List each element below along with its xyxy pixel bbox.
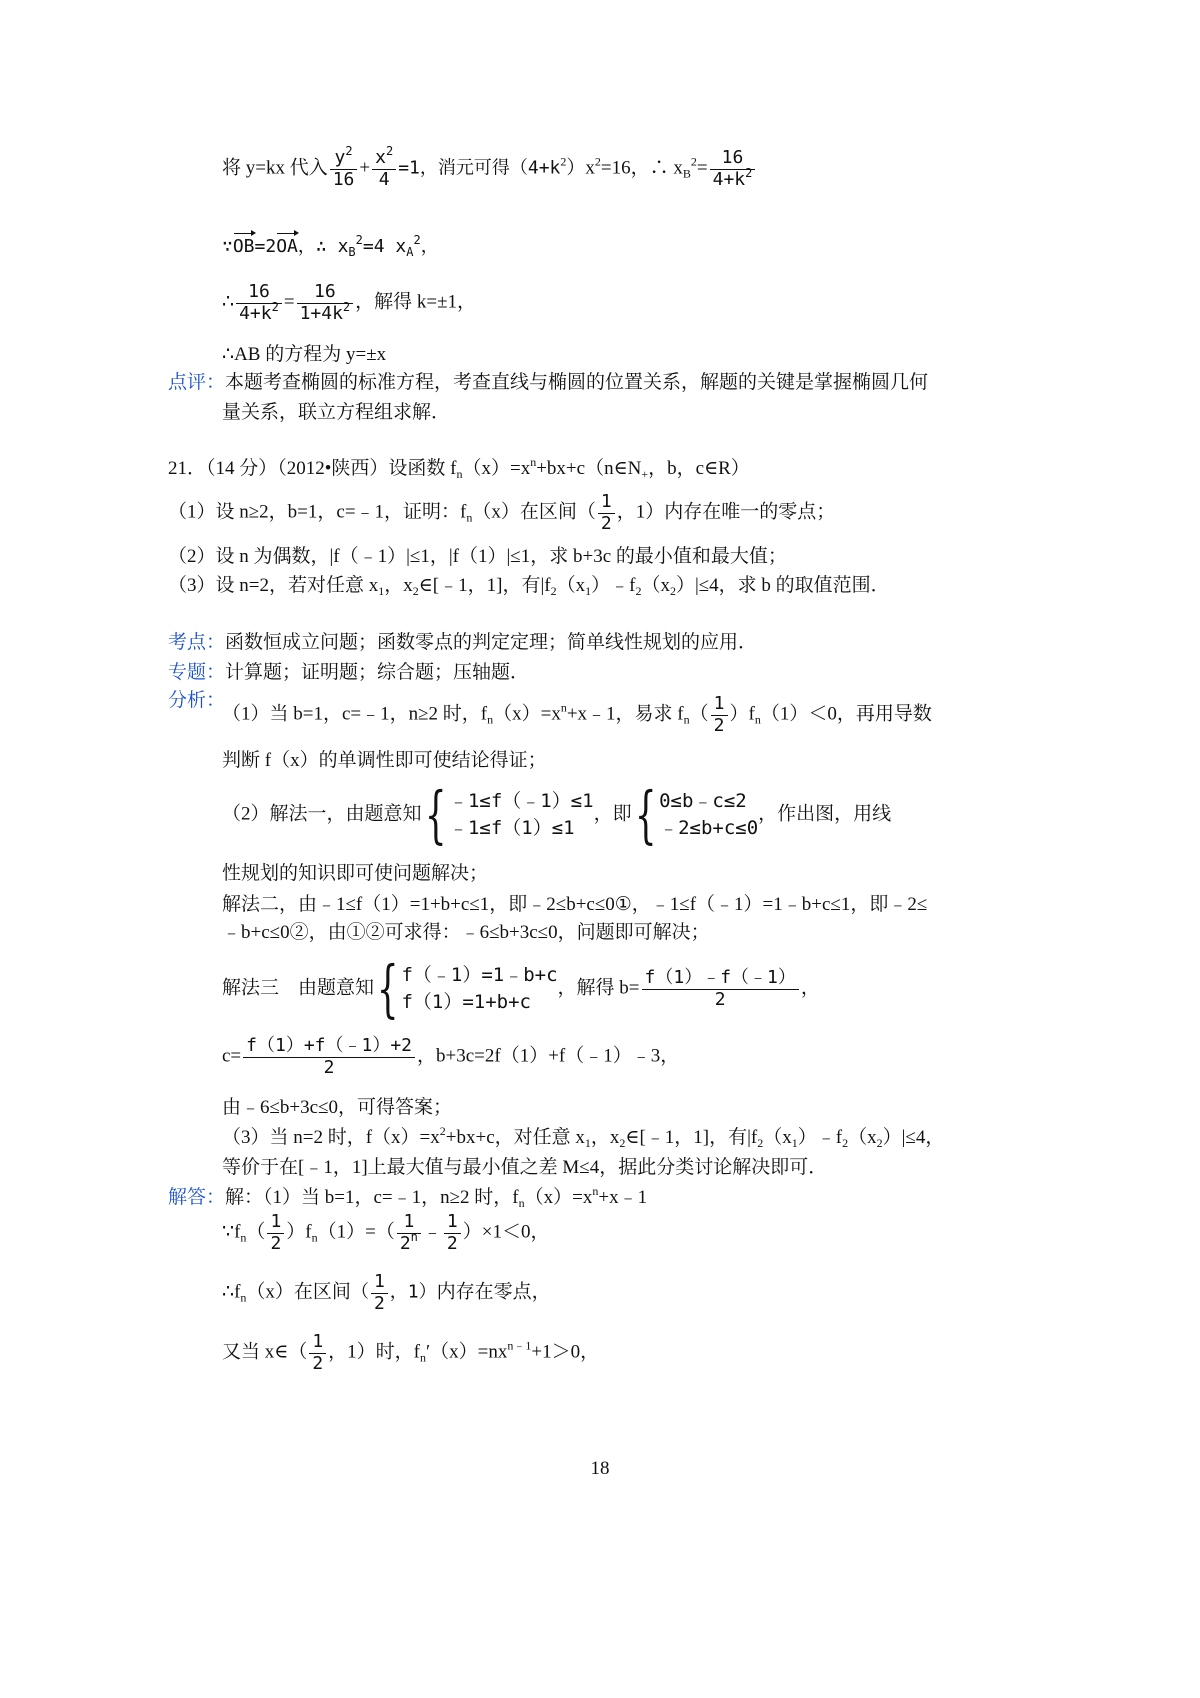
fenxi-part3-line1: （3）当 n=2 时，$f(x)=x^2+bx+c$，对任意 $x_1$，$x_2\in[﹣1$，1]，有$|f_2(x_1)﹣f_2(x_2)|\le 4$，	[222, 1124, 945, 1150]
jieda-line3: $\therefore f_n(x)$在区间（ $\frac{1}{2}$ ，1）内存在零点，	[222, 1271, 551, 1314]
fraction-one-half: $\frac{1}{2}$	[309, 1332, 326, 1374]
fraction-c-solution: $\frac{f(1)+f(﹣1)+2}{2}$	[243, 1036, 415, 1078]
fenxi-method3-line3: 由﹣6≤b+3c≤0，可得答案；	[222, 1097, 453, 1118]
zhuanti-line: 专题：计算题；证明题；综合题；压轴题．	[168, 662, 530, 683]
fraction-16-4k2: $\frac{16}{4+k^2}$	[236, 282, 282, 324]
fraction-one-half: $\frac{1}{2}$	[444, 1212, 461, 1254]
fenxi-part3-line2: 等价于在[﹣1，1]上最大值与最小值之差 M≤4，据此分类讨论解决即可．	[222, 1157, 828, 1178]
eq-vector-line: ∵OB=2OA，∴ $x_B^2=4$ $x_A^2$，	[222, 233, 439, 259]
fraction-one-half: $\frac{1}{2}$	[598, 492, 615, 534]
eq-ab-line: ∴AB 的方程为 y=±x	[222, 344, 387, 365]
kaodian-label: 考点：	[168, 632, 226, 653]
fraction-one-half: $\frac{1}{2}$	[371, 1272, 388, 1314]
equation-system: { f（﹣1）=1﹣b+c f（1）=1+b+c	[376, 952, 558, 1025]
fenxi-method2-line1: 解法二，由﹣1≤f（1）=1+b+c≤1，即﹣2≤b+c≤0①，﹣1≤f（﹣1）=1﹣b+c≤1，即﹣2≤	[222, 894, 928, 915]
fraction-x2-4: $\frac{x^2}{4}$	[372, 148, 396, 190]
fraction-one-half: $\frac{1}{2}$	[267, 1212, 284, 1254]
jieda-line2: $\because f_n$（ $\frac{1}{2}$ ）$f_n(1)=$（ $\frac{1}{2^n}$ ﹣ $\frac{1}{2}$ ）×1＜0，	[222, 1211, 550, 1254]
fenxi-method1: （2）解法一，由题意知 { ﹣1≤f（﹣1）≤1 ﹣1≤f（1）≤1 ，即 { 0≤b﹣c≤2 ﹣2≤b+c≤0 ，作出图，用线	[222, 778, 892, 851]
comment-block: 点评：本题考查椭圆的标准方程，考查直线与椭圆的位置关系，解题的关键是掌握椭圆几何	[168, 372, 929, 393]
question-21-part3: （3）设 n=2，若对任意 $x_1$，$x_2\in[﹣1$，1]，有$|f_2(x_1)﹣f_2(x_2)|\le 4$，求 b 的取值范围．	[168, 575, 890, 598]
inequality-system-1: { ﹣1≤f（﹣1）≤1 ﹣1≤f（1）≤1	[424, 778, 594, 851]
eq-substitute-line: 将 y=kx 代入 $\frac{y^2}{16}$ + $\frac{x^2}{4}$ =1，消元可得$(4+k^2)x^2=16$，∴ $x_B^2=$ $\frac{16}{4+k^2}$	[222, 148, 757, 190]
page-number: 18	[590, 1458, 610, 1479]
fraction-y2-16: $\frac{y^2}{16}$	[330, 148, 358, 190]
kaodian-line: 考点：函数恒成立问题；函数零点的判定定理；简单线性规划的应用．	[168, 632, 758, 653]
vector-ob: OB	[232, 236, 255, 257]
jieda-line4: 又当 x∈（ $\frac{1}{2}$ ，1）时，$f_n'(x)=nx^{n﹣1}+1>0$，	[222, 1331, 600, 1374]
fenxi-label: 分析：	[168, 690, 226, 711]
vector-oa: OA	[276, 236, 298, 257]
inequality-system-2: { 0≤b﹣c≤2 ﹣2≤b+c≤0	[634, 778, 759, 851]
fenxi-line2: 判断 f（x）的单调性即可使结论得证；	[222, 750, 547, 771]
fenxi-method1-cont: 性规划的知识即可使问题解决；	[222, 863, 489, 884]
eq-solve-k-line: ∴ $\frac{16}{4+k^2}$ = $\frac{16}{1+4k^2}$ ，解得 k=±1，	[222, 281, 477, 324]
question-21-heading: 21．（14 分）（2012•陕西）设函数 $f_n(x)=x^n+bx+c(n\in N_+$，b，c∈R）	[168, 455, 750, 481]
fenxi-method2-line2: ﹣b+c≤0②，由①②可求得：﹣6≤b+3c≤0，问题即可解决；	[222, 922, 710, 943]
fraction-16-14k2: $\frac{16}{1+4k^2}$	[297, 282, 354, 324]
comment-line2: 量关系，联立方程组求解．	[222, 402, 451, 423]
fraction-b-solution: $\frac{f(1)﹣f(﹣1)}{2}$	[642, 968, 799, 1010]
fenxi-line1: （1）当 b=1，c=﹣1，n≥2 时，$f_n(x)=x^n+x﹣1$，易求 $f_n$（ $\frac{1}{2}$ ）$f_n(1)<0$，再用导数	[222, 693, 932, 736]
fraction-one-over-2n: $\frac{1}{2^n}$	[397, 1212, 421, 1254]
zhuanti-label: 专题：	[168, 662, 226, 683]
comment-label: 点评：	[168, 372, 226, 393]
fraction-16-over-4k2: $\frac{16}{4+k^2}$	[710, 148, 756, 190]
jieda-line1: 解答：解：（1）当 b=1，c=﹣1，n≥2 时，$f_n(x)=x^n+x﹣1$	[168, 1184, 648, 1210]
question-21-part2: （2）设 n 为偶数，|f（﹣1）|≤1，|f（1）|≤1，求 b+3c 的最小值和最大值；	[168, 546, 787, 567]
fraction-one-half: $\frac{1}{2}$	[711, 694, 728, 736]
fenxi-method3-line2: c= $\frac{f(1)+f(﹣1)+2}{2}$ ，b+3c=2f（1）+f（﹣1）﹣3，	[222, 1035, 680, 1078]
question-21-part1: （1）设 n≥2，b=1，c=﹣1，证明：$f_n(x)$在区间（ $\frac{1}{2}$ ，1）内存在唯一的零点；	[168, 491, 836, 534]
jieda-label: 解答：	[168, 1187, 226, 1208]
fenxi-method3-line1: 解法三 由题意知 { f（﹣1）=1﹣b+c f（1）=1+b+c ，解得 b= $\frac{f(1)﹣f(﹣1)}{2}$ ，	[222, 952, 820, 1025]
